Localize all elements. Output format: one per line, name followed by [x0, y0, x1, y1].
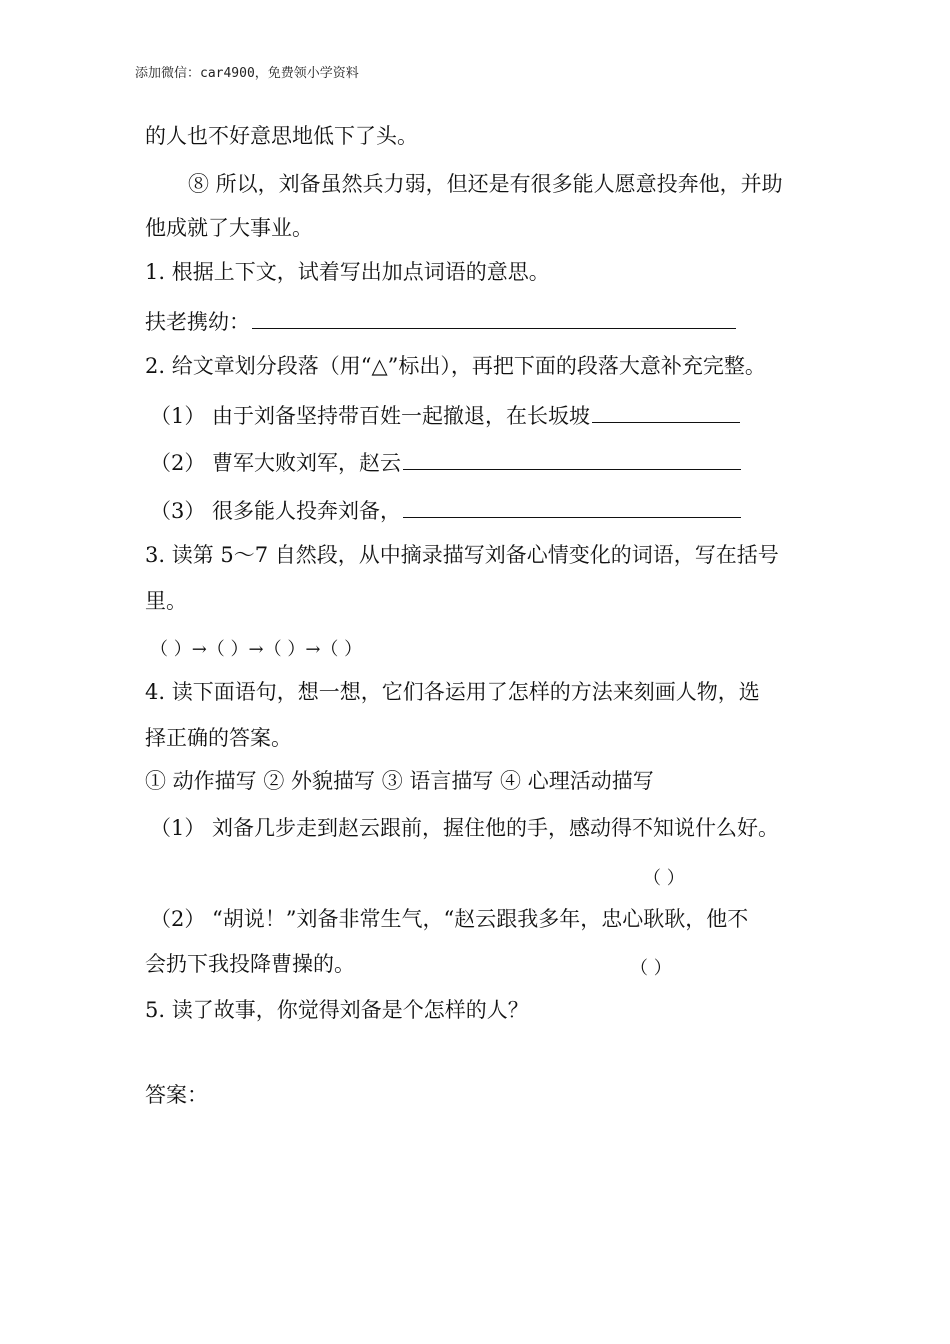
- question-2-item-3: [150, 497, 741, 522]
- question-2-item-3-blank[interactable]: [403, 497, 741, 518]
- question-2-item-1: [150, 402, 740, 427]
- question-3-prompt-line1: 3. 读第 5～7 自然段，从中摘录描写刘备心情变化的词语，写在括号: [145, 543, 779, 567]
- question-2-item-1-blank[interactable]: [592, 402, 740, 423]
- question-4-prompt-line2: 择正确的答案。: [145, 726, 292, 750]
- question-4-options: ① 动作描写 ② 外貌描写 ③ 语言描写 ④ 心理活动描写: [145, 769, 654, 793]
- paragraph-8-line1: ⑧ 所以，刘备虽然兵力弱，但还是有很多能人愿意投奔他，并助: [188, 172, 783, 196]
- question-1-blank[interactable]: [252, 308, 736, 329]
- question-1-prompt: 1. 根据上下文，试着写出加点词语的意思。: [145, 260, 550, 284]
- answer-label: 答案：: [145, 1083, 208, 1107]
- question-4-prompt-line1: 4. 读下面语句，想一想，它们各运用了怎样的方法来刻画人物，选: [145, 680, 760, 704]
- question-2-item-1-text: （1） 由于刘备坚持带百姓一起撤退，在长坂坡: [150, 404, 591, 428]
- question-2-item-3-text: （3） 很多能人投奔刘备，: [150, 499, 402, 523]
- question-2-item-2-text: （2） 曹军大败刘军，赵云: [150, 451, 402, 475]
- question-3-answer-chain[interactable]: （ ）→（ ）→（ ）→（ ）: [150, 639, 363, 660]
- question-2-item-2-blank[interactable]: [403, 449, 741, 470]
- question-3-prompt-line2: 里。: [145, 589, 187, 613]
- question-1-term: 扶老携幼：: [145, 310, 250, 334]
- question-4-item-2-line2: 会扔下我投降曹操的。: [145, 952, 355, 976]
- question-4-item-1-blank[interactable]: （ ）: [643, 868, 685, 889]
- question-2-prompt: 2. 给文章划分段落（用“△”标出），再把下面的段落大意补充完整。: [145, 354, 766, 378]
- question-4-item-1: （1） 刘备几步走到赵云跟前，握住他的手，感动得不知说什么好。: [150, 816, 780, 840]
- paragraph-8-line2: 他成就了大事业。: [145, 216, 313, 240]
- question-5-prompt: 5. 读了故事，你觉得刘备是个怎样的人？: [145, 998, 529, 1022]
- watermark-header: 添加微信：car4900，免费领小学资料: [135, 66, 359, 81]
- question-4-item-2-line1: （2） “胡说！”刘备非常生气，“赵云跟我多年，忠心耿耿，他不: [150, 907, 749, 931]
- question-2-item-2: [150, 449, 741, 474]
- question-4-item-2-blank[interactable]: （ ）: [630, 958, 672, 979]
- question-1-answer-row: [145, 308, 736, 333]
- passage-line: 的人也不好意思地低下了头。: [145, 124, 418, 148]
